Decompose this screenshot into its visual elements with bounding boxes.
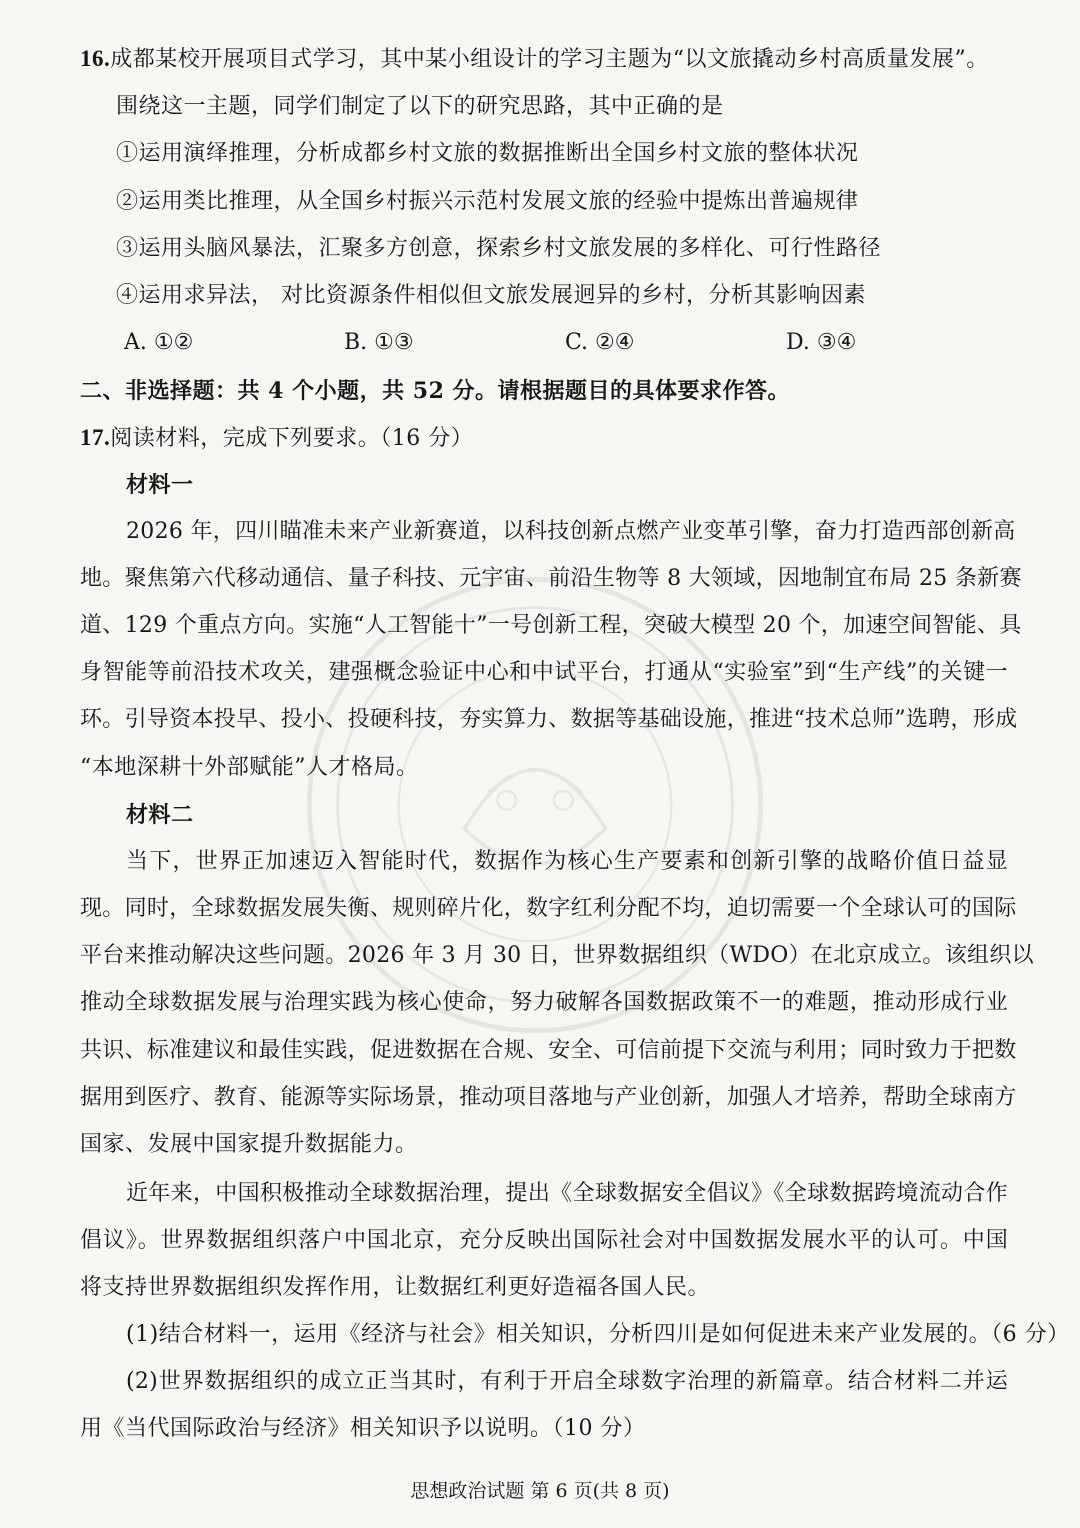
- q16-item-1: ①运用演绎推理，分析成都乡村文旅的数据推断出全国乡村文旅的整体状况: [116, 141, 859, 166]
- material1-line-3: 道、129 个重点方向。实施“人工智能十”一号创新工程，突破大模型 20 个，加速空间智能、具: [80, 613, 1022, 638]
- q17-stem: 17.阅读材料，完成下列要求。（16 分）: [80, 425, 474, 451]
- material2-line-4: 推动全球数据发展与治理实践为核心使命，努力破解各国数据政策不一的难题，推动形成行业: [80, 990, 1008, 1015]
- material1-line-2: 地。聚焦第六代移动通信、量子科技、元宇宙、前沿生物等 8 大领域，因地制宜布局 25 条新赛: [80, 566, 1022, 591]
- material2-line-6: 据用到医疗、教育、能源等实际场景，推动项目落地与产业创新，加强人才培养，帮助全球南方: [80, 1085, 1017, 1110]
- material1-title: 材料一: [126, 472, 194, 498]
- q17-sub2-line1: (2)世界数据组织的成立正当其时，有利于开启全球数字治理的新篇章。结合材料二并运: [126, 1369, 1008, 1394]
- q16-option-a: A. ①②: [124, 330, 194, 355]
- q16-item-4: ④运用求异法， 对比资源条件相似但文旅发展迥异的乡村，分析其影响因素: [116, 283, 866, 308]
- material2-para2-line-2: 倡议》。世界数据组织落户中国北京，充分反映出国际社会对中国数据发展水平的认可。中国: [80, 1228, 1008, 1253]
- q16-stem-line1: 16.成都某校开展项目式学习，其中某小组设计的学习主题为“以文旅撬动乡村高质量发展”。: [80, 46, 989, 72]
- material1-line-1: 2026 年，四川瞄准未来产业新赛道，以科技创新点燃产业变革引擎，奋力打造西部创新高: [126, 519, 1016, 544]
- material2-line-5: 共识、标准建议和最佳实践，促进数据在合规、安全、可信前提下交流与利用；同时致力于把数: [80, 1038, 1017, 1063]
- q16-item-2: ②运用类比推理，从全国乡村振兴示范村发展文旅的经验中提炼出普遍规律: [116, 189, 859, 214]
- q16-option-c: C. ②④: [565, 330, 635, 355]
- material1-line-6: “本地深耕十外部赋能”人才格局。: [80, 755, 419, 780]
- material2-line-3: 平台来推动解决这些问题。2026 年 3 月 30 日，世界数据组织（WDO）在北京成立。该组织以: [80, 943, 1034, 968]
- section2-heading: 二、非选择题：共 4 个小题，共 52 分。请根据题目的具体要求作答。: [80, 378, 791, 404]
- q17-number: 17.: [80, 425, 111, 450]
- page-footer: 思想政治试题 第 6 页(共 8 页): [410, 1480, 670, 1502]
- q16-item-3: ③运用头脑风暴法，汇聚多方创意，探索乡村文旅发展的多样化、可行性路径: [116, 236, 882, 261]
- material1-line-5: 环。引导资本投早、投小、投硬科技，夯实算力、数据等基础设施，推进“技术总师”选聘，形成: [80, 707, 1018, 732]
- material2-para2-line-1: 近年来，中国积极推动全球数据治理，提出《全球数据安全倡议》《全球数据跨境流动合作: [126, 1181, 1008, 1206]
- q16-number: 16.: [80, 46, 111, 71]
- material2-line-1: 当下，世界正加速迈入智能时代，数据作为核心生产要素和创新引擎的战略价值日益显: [126, 849, 1008, 874]
- q16-stem-line2: 围绕这一主题，同学们制定了以下的研究思路，其中正确的是: [116, 94, 724, 119]
- material1-line-4: 身智能等前沿技术攻关，建强概念验证中心和中试平台，打通从“实验室”到“生产线”的关键一: [80, 660, 1008, 685]
- q17-sub2-line2: 用《当代国际政治与经济》相关知识予以说明。（10 分）: [80, 1416, 646, 1441]
- material2-title: 材料二: [126, 802, 194, 828]
- material2-line-7: 国家、发展中国家提升数据能力。: [80, 1132, 418, 1157]
- material2-para2-line-3: 将支持世界数据组织发挥作用，让数据红利更好造福各国人民。: [80, 1275, 711, 1300]
- q16-option-d: D. ③④: [786, 330, 857, 355]
- q16-option-b: B. ①③: [344, 330, 414, 355]
- q17-sub1: (1)结合材料一，运用《经济与社会》相关知识，分析四川是如何促进未来产业发展的。（6 分）: [126, 1322, 1070, 1347]
- material2-line-2: 现。同时，全球数据发展失衡、规则碎片化，数字红利分配不均，迫切需要一个全球认可的国际: [80, 896, 1017, 921]
